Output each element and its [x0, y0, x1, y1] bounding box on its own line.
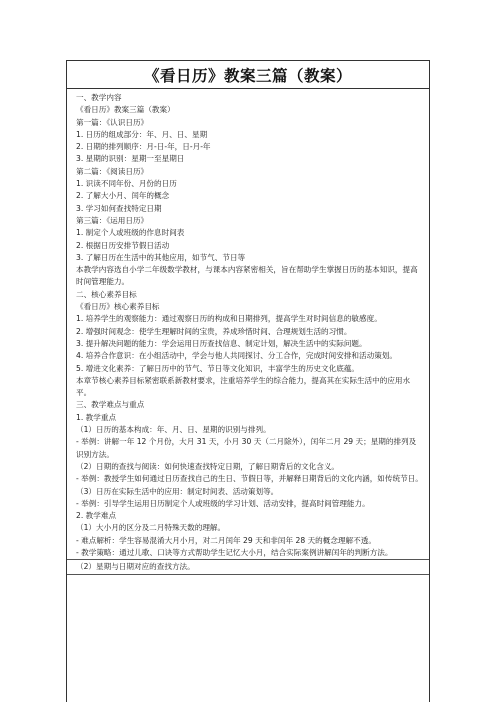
document-line: 一、教学内容	[76, 93, 122, 102]
document-line: 第二篇：《阅读日历》	[76, 166, 149, 176]
document-line: 3. 星期的识别：星期一至星期日	[76, 154, 185, 164]
document-title: 《看日历》教案三篇（教案）	[143, 65, 352, 85]
document-line: - 举例：讲解一年 12 个月份，大月 31 天，小月 30 天（二月除外），闰年二月 29 天；星期的排列及识别方法。	[76, 437, 417, 459]
document-line: 1. 制定个人或班级的作息时间表	[76, 228, 185, 238]
document-line: 4. 培养合作意识：在小组活动中，学会与他人共同探讨、分工合作，完成时间安排和活动策划。	[76, 351, 397, 361]
document-line: （2）日期的查找与阅读：如何快速查找特定日期，了解日期背后的文化含义。	[76, 461, 340, 471]
document-line: 2. 教学难点	[76, 511, 117, 521]
document-line: - 教学策略：通过儿歌、口诀等方式帮助学生记忆大小月，结合实际案例讲解闰年的判断方法。	[76, 547, 393, 557]
document-body	[67, 89, 429, 559]
document-line: - 举例：教授学生如何通过日历查找自己的生日、节假日等，并解释日期背后的文化内涵，如传统节日。	[76, 474, 423, 484]
document-line: 1. 教学重点	[76, 412, 117, 422]
document-line: 2. 日期的排列顺序：月-日-年，日-月-年	[76, 142, 211, 152]
document-line: - 难点解析：学生容易混淆大月小月，对二月闰年 29 天和非闰年 28 天的概念理解不透。	[76, 535, 376, 545]
document-line: 第一篇：《认识日历》	[76, 117, 149, 127]
document-line: 1. 日历的组成部分：年、月、日、星期	[76, 129, 208, 139]
document-line: - 举例：引导学生运用日历制定个人或班级的学习计划、活动安排，提高时间管理能力。	[76, 498, 370, 508]
document-line: （3）日历在实际生活中的应用：制定时间表、活动策划等。	[76, 486, 279, 496]
document-line: 本教学内容选自小学二年级数学教材，与课本内容紧密相关，旨在帮助学生掌握日历的基本知识，提高时间管理能力。	[76, 265, 418, 287]
document-line: 1. 培养学生的观察能力：通过观察日历的构成和日期排列，提高学生对时间信息的敏感度。	[76, 314, 382, 324]
document-line: 3. 提升解决问题的能力：学会运用日历查找信息、制定计划，解决生活中的实际问题。	[76, 338, 367, 348]
document-line-last: （2）星期与日期对应的查找方法。	[76, 562, 195, 572]
document-line: 三、教学难点与重点	[76, 400, 145, 410]
document-line: 2. 了解大小月、闰年的概念	[76, 191, 170, 201]
title-row	[67, 61, 429, 89]
document-line: 2. 增强时间观念：使学生理解时间的宝贵，养成珍惜时间、合理规划生活的习惯。	[76, 326, 352, 336]
document-line: （1）大小月的区分及二月特殊天数的理解。	[76, 523, 226, 533]
document-line: 二、核心素养目标	[76, 289, 137, 299]
document-line: 3. 了解日历在生活中的其他应用，如节气、节日等	[76, 252, 246, 262]
document-line: 《看日历》核心素养目标	[76, 302, 160, 312]
document-line: 第三篇：《运用日历》	[76, 215, 149, 225]
document-line: 1. 识读不同年份、月份的日历	[76, 179, 177, 189]
document-line: 2. 根据日历安排节假日活动	[76, 240, 170, 250]
table-divider-bottom	[67, 574, 429, 575]
document-line: 3. 学习如何查找特定日期	[76, 203, 162, 213]
document-frame	[66, 60, 430, 702]
document-line: 本章节核心素养目标紧密联系新教材要求，注重培养学生的综合能力，提高其在实际生活中的应用水平。	[76, 375, 411, 398]
document-line: （1）日历的基本构成：年、月、日、星期的识别与排列。	[76, 425, 271, 435]
document-line: 《看日历》教案三篇（教案）	[76, 105, 175, 115]
document-line: 5. 增进文化素养：了解日历中的节气、节日等文化知识，丰富学生的历史文化底蕴。	[76, 363, 360, 373]
